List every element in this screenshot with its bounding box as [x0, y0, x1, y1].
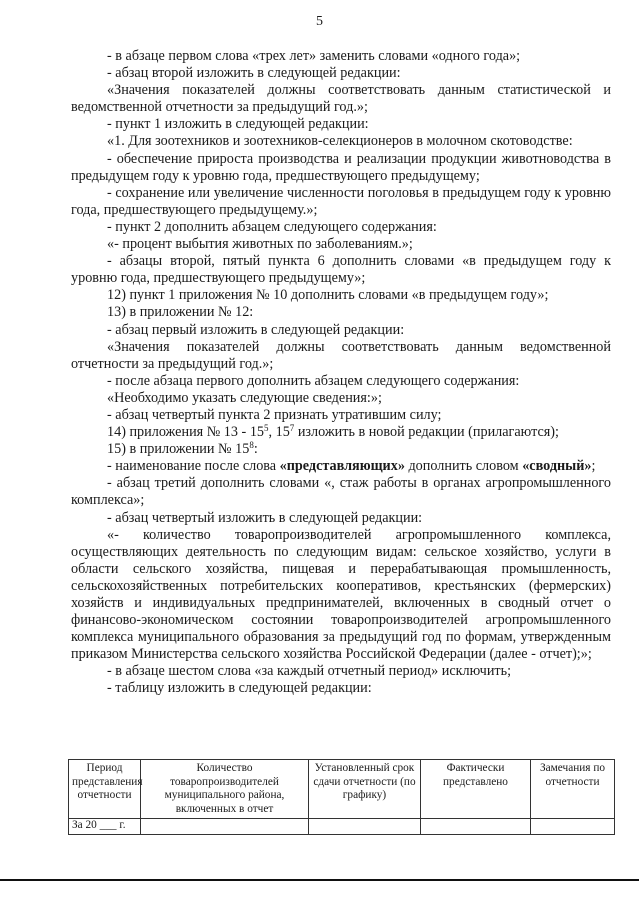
paragraph-6: - обеспечение прироста производства и реализации продукции животноводства в предыдущем году к уровню года, предшествующего предыдущему;	[71, 150, 611, 184]
paragraph-18-sup-b: 7	[289, 423, 295, 434]
paragraph-4: - пункт 1 изложить в следующей редакции:	[107, 116, 369, 133]
paragraph-1: - в абзаце первом слова «трех лет» заменить словами «одного года»;	[107, 48, 521, 64]
paragraph-5: «1. Для зоотехников и зоотехников-селекционеров в молочном скотоводстве:	[107, 133, 573, 150]
paragraph-20-text-b: дополнить словом	[404, 458, 523, 475]
paragraph-9: «- процент выбытия животных по заболеваниям.»;	[107, 236, 413, 253]
paragraph-20-text-a: - наименование после слова	[107, 458, 280, 475]
table-header-cell: Количество товаропроизводителей муниципального района, включенных в отчет	[141, 760, 309, 819]
table-cell	[141, 819, 309, 835]
paragraph-8: - пункт 2 дополнить абзацем следующего содержания:	[107, 218, 437, 235]
paragraph-20	[71, 458, 611, 475]
paragraph-11: 12) пункт 1 приложения № 10 дополнить словами «в предыдущем году»;	[107, 287, 549, 304]
table-header-cell: Установленный срок сдачи отчетности (по графику)	[309, 760, 421, 819]
paragraph-20-text-c: ;	[591, 458, 596, 475]
table-cell	[531, 819, 615, 835]
paragraph-24: - в абзаце шестом слова «за каждый отчетный период» исключить;	[107, 663, 512, 680]
table-cell	[421, 819, 531, 835]
paragraph-3: «Значения показателей должны соответствовать данным статистической и ведомственной отчетности за предыдущий год.»;	[71, 82, 611, 116]
paragraph-18-text-c: изложить в новой редакции (прилагаются);	[294, 424, 559, 441]
paragraph-7: - сохранение или увеличение численности поголовья в предыдущем году к уровню года, предшествующего предыдущему.»;	[71, 184, 611, 218]
table-header-cell: Период представления отчетности	[69, 760, 141, 819]
paragraph-21: - абзац третий дополнить словами «, стаж работы в органах агропромышленного комплекса»;	[71, 475, 611, 509]
paragraph-25: - таблицу изложить в следующей редакции:	[107, 680, 372, 697]
paragraph-19-text-b: :	[253, 441, 258, 458]
report-table	[68, 759, 615, 835]
paragraph-14: «Значения показателей должны соответствовать данным ведомственной отчетности за предыдущий год.»;	[71, 338, 611, 372]
paragraph-18-text-a: 14) приложения № 13 - 15	[107, 424, 265, 441]
page-bottom-rule	[0, 879, 639, 881]
paragraph-13: - абзац первый изложить в следующей редакции:	[107, 321, 405, 338]
page-number: 5	[316, 14, 323, 29]
paragraph-19-text-a: 15) в приложении № 15	[107, 441, 250, 458]
paragraph-22: - абзац четвертый изложить в следующей редакции:	[107, 509, 423, 526]
paragraph-18-sup-a: 5	[264, 423, 269, 434]
table-header-cell: Замечания по отчетности	[531, 760, 615, 819]
table-header-cell: Фактически представлено	[421, 760, 531, 819]
paragraph-20-bold-b: «сводный»	[522, 458, 592, 475]
paragraph-16: «Необходимо указать следующие сведения:»;	[107, 389, 382, 406]
paragraph-10: - абзацы второй, пятый пункта 6 дополнить словами «в предыдущем году к уровню года, предшествующего предыдущему»;	[71, 253, 611, 287]
paragraph-18-text-b: , 15	[268, 424, 290, 441]
paragraph-15: - после абзаца первого дополнить абзацем следующего содержания:	[107, 372, 520, 389]
table-cell	[309, 819, 421, 835]
paragraph-12: 13) в приложении № 12:	[107, 304, 254, 321]
paragraph-2: - абзац второй изложить в следующей редакции:	[107, 65, 401, 82]
paragraph-19-sup: 8	[249, 440, 254, 451]
document-body	[71, 48, 611, 698]
paragraph-23: «- количество товаропроизводителей агропромышленного комплекса, осуществляющих деятельность по следующим видам: сельское хозяйство, услуги в области сельского хозяйства, пищевая и перерабатывающая промышленность, сельскохозяйственных потребительских кооперативов, крестьянских (фермерских) хозяйств и индивидуальных предпринимателей, включенных в сводный отчет о финансово-экономическом состоянии товаропроизводителей агропромышленного комплекса муниципального образования за предыдущий год по формам, утвержденным приказом Министерства сельского хозяйства Российской Федерации (далее - отчет);»;	[71, 526, 611, 663]
table-cell: За 20 ___ г.	[69, 819, 141, 835]
paragraph-17: - абзац четвертый пункта 2 признать утратившим силу;	[107, 406, 442, 423]
table-row	[69, 819, 615, 835]
paragraph-19	[71, 441, 611, 458]
paragraph-18	[71, 424, 611, 441]
table-header-row	[69, 760, 615, 819]
paragraph-20-bold-a: «представляющих»	[279, 458, 405, 475]
